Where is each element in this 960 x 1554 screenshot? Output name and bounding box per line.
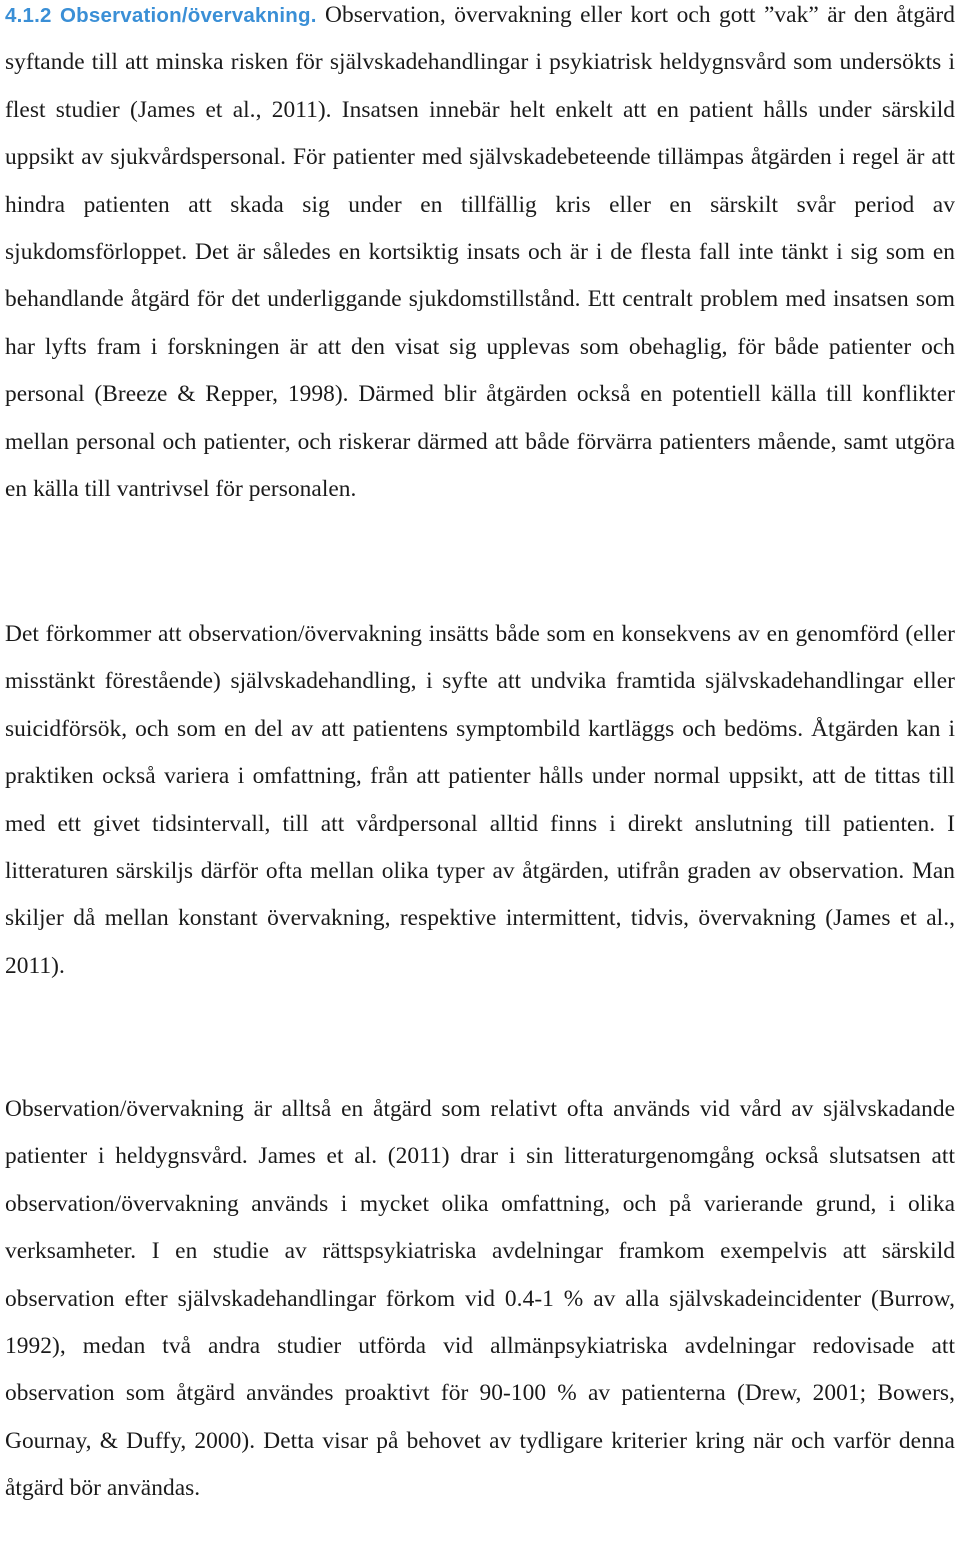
paragraph-3: Observation/övervakning är alltså en åtgärd som relativt ofta används vid vård av självskadande patienter i heldygnsvård. James et al. (2011) drar i sin litteraturgenomgång också slutsatsen att observation/övervakning används i mycket olika omfattning, och på varierande grund, i olika verksamheter. I en studie av rättspsykiatriska avdelningar framkom exempelvis att särskild observation efter självskadehandlingar förkom vid 0.4-1 % av alla självskadeincidenter (Burrow, 1992), medan två andra studier utförda vid allmänpsykiatriska avdelningar redovisade att observation som åtgärd användes proaktivt för 90-100 % av patienterna (Drew, 2001; Bowers, Gournay, & Duffy, 2000). Detta visar på behovet av tydligare kriterier kring när och varför denna åtgärd bör användas. [5,1096,955,1502]
paragraph-1-text: Observation, övervakning eller kort och gott ”vak” är den åtgärd syftande till att minska risken för självskadehandlingar i psykiatrisk heldygnsvård som undersökts i flest studier (James et al., 2011). Insatsen innebär helt enkelt att en patient hålls under särskild uppsikt av sjukvårdspersonal. För patienter med självskadebeteende tillämpas åtgärden i regel är att hindra patienten att skada sig under en tillfällig kris eller en särskilt svår period av sjukdomsförloppet. Det är således en kortsiktig insats och är i de flesta fall inte tänkt i sig som en behandlande åtgärd för det underliggande sjukdomstillstånd. Ett centralt problem med insatsen som har lyfts fram i forskningen är att den visat sig upplevas som obehaglig, för både patienter och personal (Breeze & Repper, 1998). Därmed blir åtgärden också en potentiell källa till konflikter mellan personal och patienter, och riskerar därmed att både förvärra patienters mående, samt utgöra en källa till vantrivsel för personalen. [5,2,955,503]
paragraph-2: Det förkommer att observation/övervakning insätts både som en konsekvens av en genomförd (eller misstänkt förestående) självskadehandling, i syfte att undvika framtida självskadehandlingar eller suicidförsök, och som en del av att patientens symptombild kartläggs och bedöms. Åtgärden kan i praktiken också variera i omfattning, från att patienter hålls under normal uppsikt, att de tittas till med ett givet tidsintervall, till att vårdpersonal alltid finns i direkt anslutning till patienten. I litteraturen särskiljs därför ofta mellan olika typer av åtgärden, utifrån graden av observation. Man skiljer då mellan konstant övervakning, respektive intermittent, tidvis, övervakning (James et al., 2011). [5,621,955,979]
paragraph-1 [5,0,955,513]
section-heading: 4.1.2 Observation/övervakning. [5,4,317,27]
